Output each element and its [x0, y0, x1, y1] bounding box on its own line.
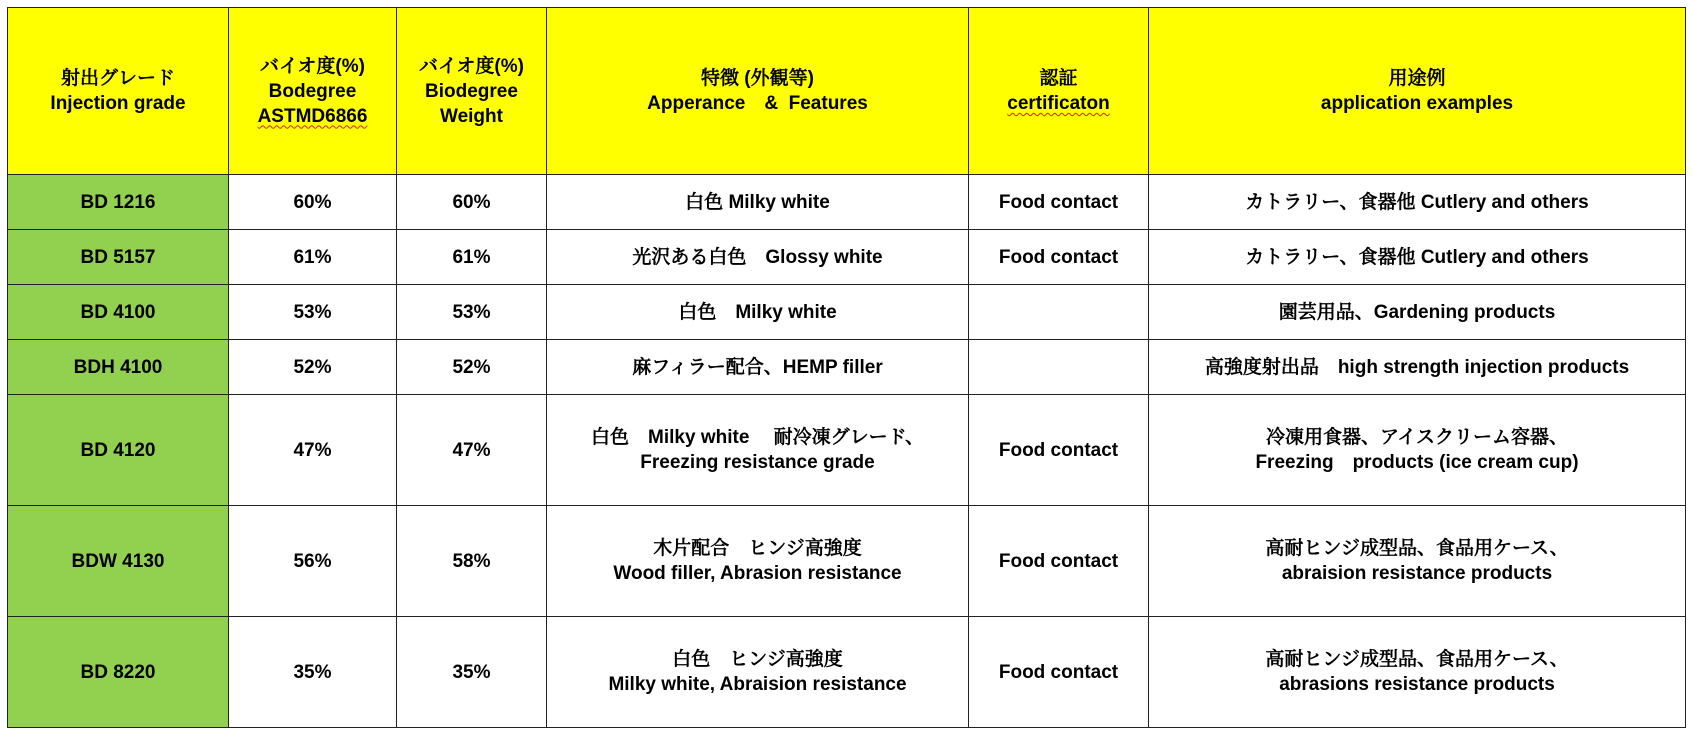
grade-cell: BD 1216	[8, 175, 229, 230]
header-features	[547, 8, 969, 175]
grade-cell: BD 8220	[8, 617, 229, 728]
bio-weight-cell: 61%	[397, 230, 547, 285]
applications-cell	[1149, 617, 1686, 728]
table-row	[8, 340, 1686, 395]
features-line: 光沢ある白色 Glossy white	[632, 246, 883, 268]
applications-line: 高強度射出品 high strength injection products	[1204, 356, 1630, 378]
certification-cell: Food contact	[969, 175, 1149, 230]
grade-cell: BD 4100	[8, 285, 229, 340]
header-biodegree-astm	[229, 8, 397, 175]
applications-cell	[1149, 340, 1686, 395]
features-line: Milky white, Abraision resistance	[608, 674, 907, 695]
header-injection-grade	[8, 8, 229, 175]
applications-line: 高耐ヒンジ成型品、食品用ケース、	[1265, 538, 1569, 559]
header-label: Bodegree	[268, 80, 357, 102]
features-line: 木片配合 ヒンジ高強度	[653, 538, 862, 559]
bio-astm-cell: 53%	[229, 285, 397, 340]
table-row	[8, 285, 1686, 340]
table-row	[8, 617, 1686, 728]
header-label: 特徴 (外観等)	[701, 68, 814, 89]
header-label: certificaton	[1007, 93, 1110, 114]
applications-line: カトラリー、食器他 Cutlery and others	[1245, 246, 1589, 268]
applications-line: abrasions resistance products	[1279, 674, 1555, 695]
applications-cell	[1149, 175, 1686, 230]
applications-line: 高耐ヒンジ成型品、食品用ケース、	[1265, 649, 1569, 670]
features-line: 白色 ヒンジ高強度	[672, 649, 843, 670]
applications-line: 冷凍用食器、アイスクリーム容器、	[1265, 427, 1569, 448]
bio-weight-cell: 47%	[397, 395, 547, 506]
table-row	[8, 230, 1686, 285]
features-cell	[547, 285, 969, 340]
table-row	[8, 175, 1686, 230]
bio-astm-cell: 35%	[229, 617, 397, 728]
bio-weight-cell: 58%	[397, 506, 547, 617]
header-certification	[969, 8, 1149, 175]
certification-cell	[969, 340, 1149, 395]
table-row	[8, 506, 1686, 617]
table-row	[8, 395, 1686, 506]
applications-line: 園芸用品、Gardening products	[1278, 301, 1556, 323]
header-label: Biodegree	[425, 80, 518, 102]
grade-cell: BD 5157	[8, 230, 229, 285]
header-applications	[1149, 8, 1686, 175]
bio-astm-cell: 60%	[229, 175, 397, 230]
bio-weight-cell: 53%	[397, 285, 547, 340]
bio-astm-cell: 47%	[229, 395, 397, 506]
header-label: Injection grade	[50, 93, 186, 114]
applications-line: abraision resistance products	[1281, 563, 1553, 584]
certification-cell: Food contact	[969, 395, 1149, 506]
certification-cell: Food contact	[969, 506, 1149, 617]
header-label: Weight	[440, 105, 503, 127]
bio-weight-cell: 52%	[397, 340, 547, 395]
header-label: Apperance & Features	[647, 93, 868, 114]
header-label: 射出グレード	[60, 68, 175, 89]
applications-cell	[1149, 395, 1686, 506]
features-cell	[547, 340, 969, 395]
applications-cell	[1149, 285, 1686, 340]
features-line: 白色 Milky white	[678, 301, 837, 323]
bio-astm-cell: 52%	[229, 340, 397, 395]
features-cell	[547, 230, 969, 285]
applications-cell	[1149, 230, 1686, 285]
certification-cell	[969, 285, 1149, 340]
bio-astm-cell: 61%	[229, 230, 397, 285]
certification-cell: Food contact	[969, 230, 1149, 285]
header-label: バイオ度(%)	[419, 55, 524, 77]
bio-astm-cell: 56%	[229, 506, 397, 617]
certification-cell: Food contact	[969, 617, 1149, 728]
features-line: 白色 Milky white 耐冷凍グレード、	[591, 427, 924, 448]
bio-weight-cell: 60%	[397, 175, 547, 230]
applications-line: カトラリー、食器他 Cutlery and others	[1245, 191, 1589, 213]
header-label: 用途例	[1388, 68, 1446, 89]
features-line: 白色 Milky white	[685, 191, 830, 213]
product-grade-table	[7, 7, 1686, 728]
applications-line: Freezing products (ice cream cup)	[1255, 452, 1579, 473]
header-label: ASTMD6866	[257, 105, 368, 127]
features-line: Wood filler, Abrasion resistance	[613, 563, 902, 584]
features-cell	[547, 617, 969, 728]
features-line: Freezing resistance grade	[640, 452, 875, 473]
table-body	[8, 175, 1686, 728]
features-cell	[547, 175, 969, 230]
header-label: バイオ度(%)	[260, 55, 365, 77]
grade-cell: BDW 4130	[8, 506, 229, 617]
features-cell	[547, 395, 969, 506]
bio-weight-cell: 35%	[397, 617, 547, 728]
header-label: application examples	[1320, 93, 1514, 114]
features-cell	[547, 506, 969, 617]
header-label: 認証	[1039, 68, 1078, 89]
header-row	[8, 8, 1686, 175]
table-header	[8, 8, 1686, 175]
grade-cell: BDH 4100	[8, 340, 229, 395]
grade-cell: BD 4120	[8, 395, 229, 506]
applications-cell	[1149, 506, 1686, 617]
header-biodegree-weight	[397, 8, 547, 175]
features-line: 麻フィラー配合、HEMP filler	[632, 356, 883, 378]
